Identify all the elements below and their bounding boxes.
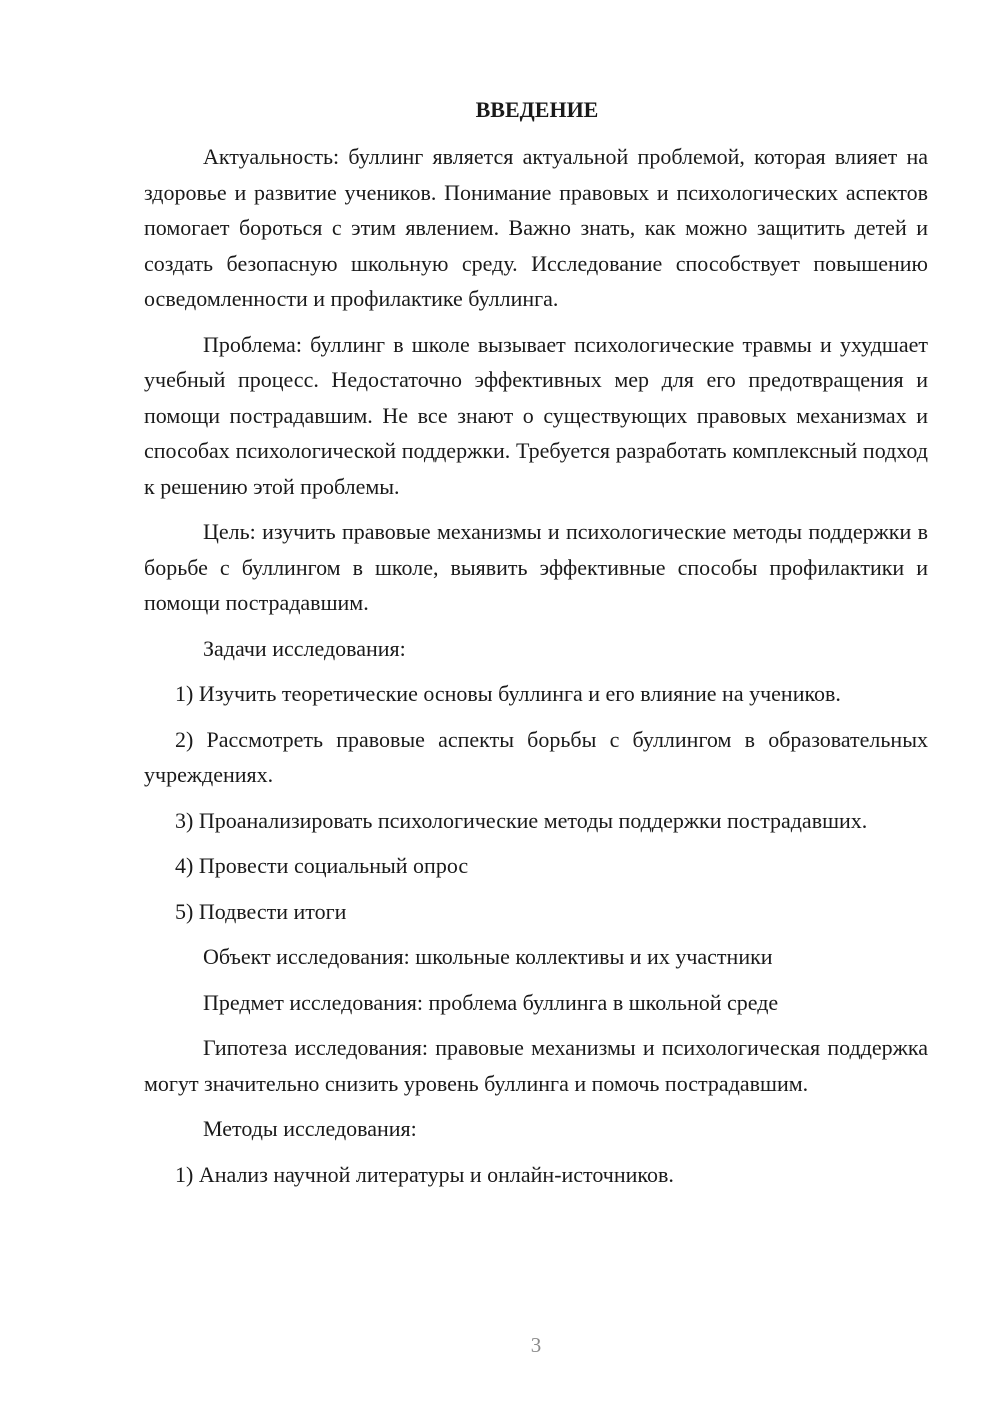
- method-item-1: 1) Анализ научной литературы и онлайн-источников.: [175, 1161, 674, 1187]
- methods-heading: Методы исследования:: [203, 1116, 417, 1141]
- page-content: [144, 92, 928, 1202]
- page-title: ВВЕДЕНИЕ: [475, 97, 599, 122]
- task-item-3: 3) Проанализировать психологические методы поддержки пострадавших.: [175, 807, 868, 833]
- tasks-heading: Задачи исследования:: [203, 635, 406, 661]
- task-item-2: 2) Рассмотреть правовые аспекты борьбы с буллингом в образовательных учреждениях.: [144, 726, 928, 787]
- methods-list: [144, 1157, 928, 1193]
- page-number: 3: [530, 1333, 542, 1357]
- tasks-list: [144, 676, 928, 929]
- goal-paragraph: Цель: изучить правовые механизмы и психологические методы поддержки в борьбе с буллингом в школе, выявить эффективные способы профилактики и помощи пострадавшим.: [144, 519, 928, 615]
- task-item-4: 4) Провести социальный опрос: [175, 853, 469, 878]
- hypothesis-paragraph: Гипотеза исследования: правовые механизмы и психологическая поддержка могут значительно снизить уровень буллинга и помочь пострадавшим.: [144, 1035, 928, 1096]
- research-object: Объект исследования: школьные коллективы и их участники: [203, 944, 773, 969]
- relevance-paragraph: Актуальность: буллинг является актуальной проблемой, которая влияет на здоровье и развитие учеников. Понимание правовых и психологических аспектов помогает бороться с этим явлением. Важно знать, как можно защитить детей и создать безопасную школьную среду. Исследование способствует повышению осведомленности и профилактике буллинга.: [144, 144, 928, 311]
- research-subject: Предмет исследования: проблема буллинга в школьной среде: [203, 989, 779, 1015]
- task-item-5: 5) Подвести итоги: [175, 898, 347, 924]
- task-item-1: 1) Изучить теоретические основы буллинга и его влияние на учеников.: [175, 681, 841, 706]
- problem-paragraph: Проблема: буллинг в школе вызывает психологические травмы и ухудшает учебный процесс. Недостаточно эффективных мер для его предотвращения и помощи пострадавшим. Не все знают о существующих правовых механизмах и способах психологической поддержки. Требуется разработать комплексный подход к решению этой проблемы.: [144, 331, 928, 499]
